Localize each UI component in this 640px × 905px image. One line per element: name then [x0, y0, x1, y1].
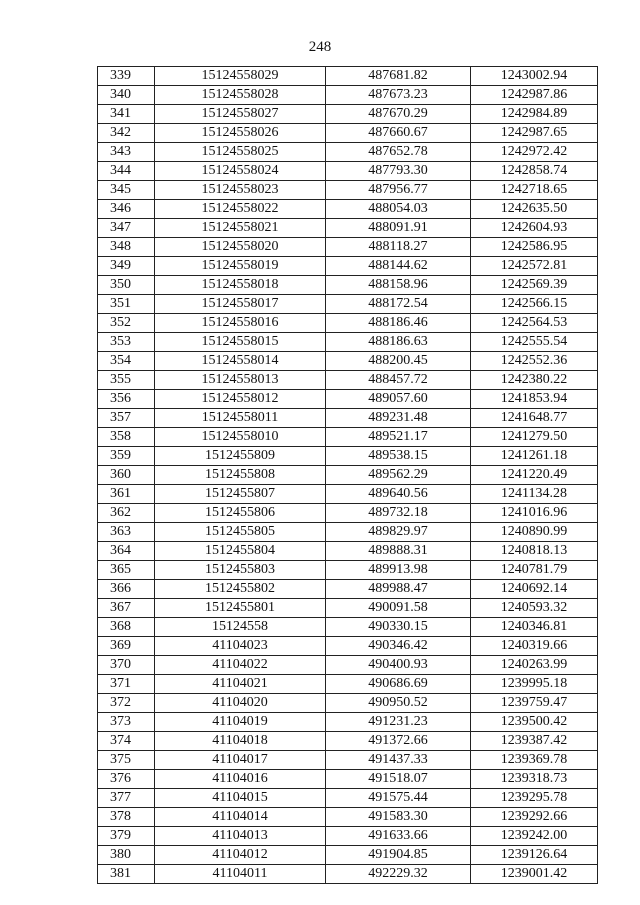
y-coordinate-cell: 1239369.78	[471, 751, 598, 770]
y-coordinate-cell: 1240346.81	[471, 618, 598, 637]
row-number-cell: 375	[98, 751, 155, 770]
point-id-cell: 15124558015	[155, 333, 326, 352]
point-id-cell: 15124558027	[155, 105, 326, 124]
point-id-cell: 41104015	[155, 789, 326, 808]
point-id-cell: 1512455803	[155, 561, 326, 580]
table-row	[98, 200, 598, 219]
point-id-cell: 15124558018	[155, 276, 326, 295]
x-coordinate-cell: 489829.97	[326, 523, 471, 542]
x-coordinate-cell: 491583.30	[326, 808, 471, 827]
point-id-cell: 15124558	[155, 618, 326, 637]
y-coordinate-cell: 1242564.53	[471, 314, 598, 333]
table-row	[98, 561, 598, 580]
row-number-cell: 352	[98, 314, 155, 333]
x-coordinate-cell: 487673.23	[326, 86, 471, 105]
y-coordinate-cell: 1239242.00	[471, 827, 598, 846]
y-coordinate-cell: 1240692.14	[471, 580, 598, 599]
y-coordinate-cell: 1242984.89	[471, 105, 598, 124]
point-id-cell: 1512455808	[155, 466, 326, 485]
y-coordinate-cell: 1241261.18	[471, 447, 598, 466]
point-id-cell: 1512455809	[155, 447, 326, 466]
point-id-cell: 1512455807	[155, 485, 326, 504]
y-coordinate-cell: 1242635.50	[471, 200, 598, 219]
row-number-cell: 376	[98, 770, 155, 789]
point-id-cell: 15124558016	[155, 314, 326, 333]
x-coordinate-cell: 491633.66	[326, 827, 471, 846]
x-coordinate-cell: 488172.54	[326, 295, 471, 314]
y-coordinate-cell: 1240593.32	[471, 599, 598, 618]
row-number-cell: 365	[98, 561, 155, 580]
point-id-cell: 15124558026	[155, 124, 326, 143]
table-row	[98, 295, 598, 314]
table-row	[98, 105, 598, 124]
point-id-cell: 15124558024	[155, 162, 326, 181]
table-row	[98, 352, 598, 371]
point-id-cell: 15124558022	[155, 200, 326, 219]
point-id-cell: 15124558021	[155, 219, 326, 238]
row-number-cell: 377	[98, 789, 155, 808]
row-number-cell: 374	[98, 732, 155, 751]
y-coordinate-cell: 1242987.86	[471, 86, 598, 105]
table-row	[98, 770, 598, 789]
table-row	[98, 181, 598, 200]
row-number-cell: 354	[98, 352, 155, 371]
row-number-cell: 341	[98, 105, 155, 124]
table-row	[98, 390, 598, 409]
x-coordinate-cell: 492229.32	[326, 865, 471, 884]
table-row	[98, 238, 598, 257]
point-id-cell: 15124558019	[155, 257, 326, 276]
table-row	[98, 656, 598, 675]
table-row	[98, 257, 598, 276]
x-coordinate-cell: 491231.23	[326, 713, 471, 732]
x-coordinate-cell: 489521.17	[326, 428, 471, 447]
row-number-cell: 344	[98, 162, 155, 181]
row-number-cell: 380	[98, 846, 155, 865]
row-number-cell: 356	[98, 390, 155, 409]
table-row	[98, 276, 598, 295]
point-id-cell: 41104022	[155, 656, 326, 675]
x-coordinate-cell: 488118.27	[326, 238, 471, 257]
point-id-cell: 41104012	[155, 846, 326, 865]
x-coordinate-cell: 488457.72	[326, 371, 471, 390]
row-number-cell: 348	[98, 238, 155, 257]
point-id-cell: 41104021	[155, 675, 326, 694]
row-number-cell: 357	[98, 409, 155, 428]
row-number-cell: 362	[98, 504, 155, 523]
table-row	[98, 466, 598, 485]
table-row	[98, 618, 598, 637]
row-number-cell: 351	[98, 295, 155, 314]
table-row	[98, 409, 598, 428]
y-coordinate-cell: 1242380.22	[471, 371, 598, 390]
y-coordinate-cell: 1239292.66	[471, 808, 598, 827]
row-number-cell: 345	[98, 181, 155, 200]
y-coordinate-cell: 1239295.78	[471, 789, 598, 808]
x-coordinate-cell: 489913.98	[326, 561, 471, 580]
table-row	[98, 789, 598, 808]
y-coordinate-cell: 1243002.94	[471, 67, 598, 86]
point-id-cell: 15124558010	[155, 428, 326, 447]
x-coordinate-cell: 490346.42	[326, 637, 471, 656]
row-number-cell: 350	[98, 276, 155, 295]
x-coordinate-cell: 487652.78	[326, 143, 471, 162]
table-row	[98, 732, 598, 751]
table-row	[98, 675, 598, 694]
row-number-cell: 381	[98, 865, 155, 884]
row-number-cell: 370	[98, 656, 155, 675]
table-row	[98, 314, 598, 333]
row-number-cell: 355	[98, 371, 155, 390]
table-row	[98, 523, 598, 542]
row-number-cell: 359	[98, 447, 155, 466]
x-coordinate-cell: 490400.93	[326, 656, 471, 675]
table-row	[98, 580, 598, 599]
point-id-cell: 15124558011	[155, 409, 326, 428]
table-row	[98, 865, 598, 884]
x-coordinate-cell: 491437.33	[326, 751, 471, 770]
y-coordinate-cell: 1241134.28	[471, 485, 598, 504]
table-row	[98, 827, 598, 846]
point-id-cell: 41104018	[155, 732, 326, 751]
row-number-cell: 349	[98, 257, 155, 276]
row-number-cell: 340	[98, 86, 155, 105]
point-id-cell: 1512455802	[155, 580, 326, 599]
y-coordinate-cell: 1242586.95	[471, 238, 598, 257]
point-id-cell: 15124558028	[155, 86, 326, 105]
x-coordinate-cell: 490686.69	[326, 675, 471, 694]
x-coordinate-cell: 490330.15	[326, 618, 471, 637]
y-coordinate-cell: 1239318.73	[471, 770, 598, 789]
table-row	[98, 542, 598, 561]
row-number-cell: 353	[98, 333, 155, 352]
point-id-cell: 41104011	[155, 865, 326, 884]
point-id-cell: 1512455806	[155, 504, 326, 523]
x-coordinate-cell: 490091.58	[326, 599, 471, 618]
x-coordinate-cell: 488054.03	[326, 200, 471, 219]
x-coordinate-cell: 489732.18	[326, 504, 471, 523]
y-coordinate-cell: 1240890.99	[471, 523, 598, 542]
point-id-cell: 41104020	[155, 694, 326, 713]
row-number-cell: 364	[98, 542, 155, 561]
table-row	[98, 694, 598, 713]
table-row	[98, 67, 598, 86]
row-number-cell: 343	[98, 143, 155, 162]
table-row	[98, 599, 598, 618]
point-id-cell: 41104019	[155, 713, 326, 732]
x-coordinate-cell: 487660.67	[326, 124, 471, 143]
x-coordinate-cell: 489231.48	[326, 409, 471, 428]
y-coordinate-cell: 1239500.42	[471, 713, 598, 732]
x-coordinate-cell: 488144.62	[326, 257, 471, 276]
point-id-cell: 1512455804	[155, 542, 326, 561]
table-row	[98, 713, 598, 732]
row-number-cell: 366	[98, 580, 155, 599]
row-number-cell: 379	[98, 827, 155, 846]
y-coordinate-cell: 1242972.42	[471, 143, 598, 162]
x-coordinate-cell: 491518.07	[326, 770, 471, 789]
row-number-cell: 347	[98, 219, 155, 238]
x-coordinate-cell: 490950.52	[326, 694, 471, 713]
table-row	[98, 162, 598, 181]
table-row	[98, 447, 598, 466]
y-coordinate-cell: 1242566.15	[471, 295, 598, 314]
x-coordinate-cell: 487793.30	[326, 162, 471, 181]
row-number-cell: 378	[98, 808, 155, 827]
y-coordinate-cell: 1242718.65	[471, 181, 598, 200]
point-id-cell: 15124558017	[155, 295, 326, 314]
y-coordinate-cell: 1241016.96	[471, 504, 598, 523]
row-number-cell: 346	[98, 200, 155, 219]
point-id-cell: 41104023	[155, 637, 326, 656]
x-coordinate-cell: 491904.85	[326, 846, 471, 865]
point-id-cell: 1512455805	[155, 523, 326, 542]
page-number: 248	[308, 39, 332, 55]
table-row	[98, 86, 598, 105]
y-coordinate-cell: 1241648.77	[471, 409, 598, 428]
point-id-cell: 15124558023	[155, 181, 326, 200]
point-id-cell: 15124558012	[155, 390, 326, 409]
table-row	[98, 751, 598, 770]
y-coordinate-cell: 1242987.65	[471, 124, 598, 143]
row-number-cell: 372	[98, 694, 155, 713]
table-row	[98, 637, 598, 656]
y-coordinate-cell: 1240781.79	[471, 561, 598, 580]
row-number-cell: 371	[98, 675, 155, 694]
y-coordinate-cell: 1239387.42	[471, 732, 598, 751]
x-coordinate-cell: 488186.63	[326, 333, 471, 352]
y-coordinate-cell: 1242569.39	[471, 276, 598, 295]
x-coordinate-cell: 488091.91	[326, 219, 471, 238]
y-coordinate-cell: 1241853.94	[471, 390, 598, 409]
y-coordinate-cell: 1239001.42	[471, 865, 598, 884]
row-number-cell: 373	[98, 713, 155, 732]
point-id-cell: 15124558014	[155, 352, 326, 371]
point-id-cell: 15124558029	[155, 67, 326, 86]
row-number-cell: 358	[98, 428, 155, 447]
x-coordinate-cell: 489988.47	[326, 580, 471, 599]
y-coordinate-cell: 1239126.64	[471, 846, 598, 865]
row-number-cell: 342	[98, 124, 155, 143]
x-coordinate-cell: 487681.82	[326, 67, 471, 86]
table-row	[98, 485, 598, 504]
point-id-cell: 41104014	[155, 808, 326, 827]
coordinates-table	[97, 66, 598, 884]
row-number-cell: 369	[98, 637, 155, 656]
row-number-cell: 367	[98, 599, 155, 618]
y-coordinate-cell: 1239759.47	[471, 694, 598, 713]
y-coordinate-cell: 1240263.99	[471, 656, 598, 675]
x-coordinate-cell: 487956.77	[326, 181, 471, 200]
row-number-cell: 363	[98, 523, 155, 542]
x-coordinate-cell: 488158.96	[326, 276, 471, 295]
point-id-cell: 41104016	[155, 770, 326, 789]
x-coordinate-cell: 487670.29	[326, 105, 471, 124]
y-coordinate-cell: 1242604.93	[471, 219, 598, 238]
x-coordinate-cell: 488186.46	[326, 314, 471, 333]
table-row	[98, 143, 598, 162]
x-coordinate-cell: 491372.66	[326, 732, 471, 751]
point-id-cell: 41104017	[155, 751, 326, 770]
y-coordinate-cell: 1241220.49	[471, 466, 598, 485]
point-id-cell: 15124558025	[155, 143, 326, 162]
table-row	[98, 219, 598, 238]
x-coordinate-cell: 489640.56	[326, 485, 471, 504]
table-row	[98, 371, 598, 390]
point-id-cell: 1512455801	[155, 599, 326, 618]
table-row	[98, 846, 598, 865]
row-number-cell: 368	[98, 618, 155, 637]
x-coordinate-cell: 489538.15	[326, 447, 471, 466]
table-row	[98, 428, 598, 447]
y-coordinate-cell: 1242555.54	[471, 333, 598, 352]
y-coordinate-cell: 1239995.18	[471, 675, 598, 694]
table-row	[98, 504, 598, 523]
row-number-cell: 360	[98, 466, 155, 485]
row-number-cell: 361	[98, 485, 155, 504]
point-id-cell: 41104013	[155, 827, 326, 846]
x-coordinate-cell: 491575.44	[326, 789, 471, 808]
y-coordinate-cell: 1242572.81	[471, 257, 598, 276]
row-number-cell: 339	[98, 67, 155, 86]
table-row	[98, 333, 598, 352]
x-coordinate-cell: 489562.29	[326, 466, 471, 485]
x-coordinate-cell: 489057.60	[326, 390, 471, 409]
table-row	[98, 124, 598, 143]
point-id-cell: 15124558020	[155, 238, 326, 257]
y-coordinate-cell: 1240319.66	[471, 637, 598, 656]
table-row	[98, 808, 598, 827]
x-coordinate-cell: 488200.45	[326, 352, 471, 371]
y-coordinate-cell: 1242858.74	[471, 162, 598, 181]
y-coordinate-cell: 1240818.13	[471, 542, 598, 561]
x-coordinate-cell: 489888.31	[326, 542, 471, 561]
y-coordinate-cell: 1242552.36	[471, 352, 598, 371]
coordinates-table-body	[98, 67, 598, 884]
point-id-cell: 15124558013	[155, 371, 326, 390]
y-coordinate-cell: 1241279.50	[471, 428, 598, 447]
